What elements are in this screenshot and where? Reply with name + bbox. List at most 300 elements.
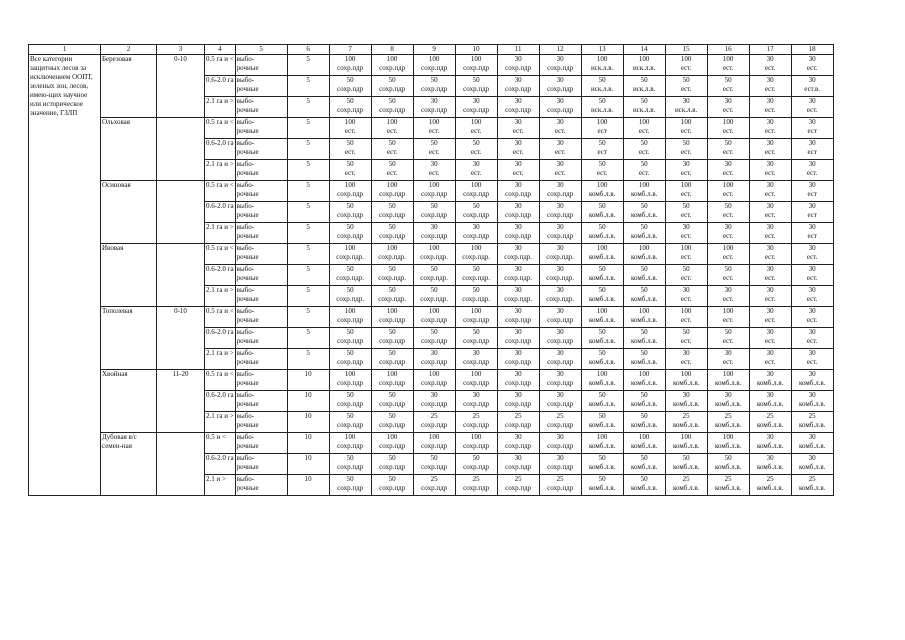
percent-value: 30 — [808, 76, 816, 84]
value-cell — [749, 412, 791, 433]
method-value: ест. — [680, 337, 692, 345]
method-value: сохр.пдр — [463, 337, 490, 345]
cut-type-cell — [235, 412, 287, 433]
value-cell — [665, 349, 707, 370]
value-cell — [539, 391, 581, 412]
percent-value: 30 — [556, 181, 564, 189]
method-value: сохр.пдр — [379, 337, 406, 345]
percent-value: 30 — [514, 391, 522, 399]
percent-value: 50 — [640, 286, 648, 294]
method-value: ест. — [680, 64, 692, 72]
value-cell — [581, 55, 623, 76]
method-value: сохр.пдр — [421, 442, 448, 450]
percent-value: 30 — [766, 97, 774, 105]
percent-value: 30 — [766, 370, 774, 378]
value-cell — [791, 433, 833, 454]
percent-value: 30 — [808, 370, 816, 378]
method-value: сохр.пдр — [337, 85, 364, 93]
percent-value: 25 — [808, 475, 816, 483]
cut-type-cell — [235, 223, 287, 244]
method-value: сохр.пдр. — [420, 295, 449, 303]
cut-type-line: рочные — [236, 127, 259, 135]
method-value: сохр.пдр — [379, 442, 406, 450]
table-row — [29, 433, 834, 454]
percent-value: 30 — [514, 202, 522, 210]
method-value: сохр.пдр — [379, 316, 406, 324]
value-cell — [707, 475, 749, 496]
percent-value: 100 — [638, 55, 650, 63]
value-cell — [455, 55, 497, 76]
percent-value: 50 — [640, 139, 648, 147]
method-value: ест. — [680, 274, 692, 282]
percent-value: 50 — [682, 454, 690, 462]
percent-value: 25 — [724, 475, 732, 483]
method-value: сохр.пдр. — [504, 295, 533, 303]
method-value: сохр.пдр — [505, 421, 532, 429]
cut-type-cell — [235, 370, 287, 391]
method-value: комб.л.в. — [588, 253, 616, 261]
value-cell — [749, 307, 791, 328]
value-cell — [539, 349, 581, 370]
table-row — [29, 307, 834, 328]
method-value: ест — [807, 211, 817, 219]
count-cell: 10 — [287, 391, 329, 412]
value-cell — [665, 160, 707, 181]
category-cell: Все категории защитных лесов за исключением ООПТ, зеленых зон, лесов, имею-щих научное или историческое значение, ГЗЛП — [29, 55, 101, 496]
count-cell: 10 — [287, 454, 329, 475]
method-value: сохр.пдр. — [546, 295, 575, 303]
value-cell — [581, 160, 623, 181]
percent-value: 30 — [766, 181, 774, 189]
value-cell — [791, 76, 833, 97]
cut-type-line: рочные — [236, 358, 259, 366]
percent-value: 50 — [598, 286, 606, 294]
value-cell — [539, 370, 581, 391]
percent-value: 50 — [640, 160, 648, 168]
value-cell — [749, 454, 791, 475]
percent-value: 50 — [724, 265, 732, 273]
area-cell: 0.5 и < — [205, 433, 236, 454]
percent-value: 30 — [766, 118, 774, 126]
method-value: сохр.пдр — [505, 211, 532, 219]
species-cell: Хвойная — [101, 370, 157, 433]
method-value: комб.л.в. — [756, 442, 784, 450]
percent-value: 50 — [430, 328, 438, 336]
percent-value: 100 — [386, 433, 398, 441]
value-cell — [581, 475, 623, 496]
method-value: комб.л.в. — [630, 484, 658, 492]
method-value: сохр.пдр. — [546, 253, 575, 261]
method-value: сохр.пдр. — [462, 295, 491, 303]
value-cell — [581, 370, 623, 391]
percent-value: 30 — [556, 349, 564, 357]
value-cell — [371, 118, 413, 139]
method-value: ест. — [680, 190, 692, 198]
method-value: сохр.пдр — [337, 211, 364, 219]
value-cell — [497, 412, 539, 433]
method-value: ест. — [764, 106, 776, 114]
value-cell — [581, 433, 623, 454]
percent-value: 50 — [346, 349, 354, 357]
value-cell — [539, 433, 581, 454]
value-cell — [623, 97, 665, 118]
value-cell — [413, 181, 455, 202]
value-cell — [581, 265, 623, 286]
value-cell — [455, 328, 497, 349]
column-number-cell: 7 — [329, 45, 371, 55]
value-cell — [581, 244, 623, 265]
method-value: сохр.пдр. — [420, 274, 449, 282]
percent-value: 100 — [638, 433, 650, 441]
percent-value: 30 — [472, 223, 480, 231]
percent-value: 30 — [682, 223, 690, 231]
method-value: комб.л.в. — [798, 442, 826, 450]
value-cell — [413, 412, 455, 433]
column-number-cell: 12 — [539, 45, 581, 55]
value-cell — [539, 328, 581, 349]
value-cell — [329, 475, 371, 496]
cut-type-line: рочные — [236, 379, 259, 387]
method-value: сохр.пдр — [463, 106, 490, 114]
percent-value: 50 — [346, 328, 354, 336]
percent-value: 50 — [724, 139, 732, 147]
percent-value: 25 — [430, 475, 438, 483]
cut-type-cell — [235, 328, 287, 349]
percent-value: 25 — [472, 475, 480, 483]
table-row — [29, 118, 834, 139]
percent-value: 30 — [808, 244, 816, 252]
value-cell — [371, 328, 413, 349]
percent-value: 100 — [470, 433, 482, 441]
value-cell — [371, 286, 413, 307]
value-cell — [329, 265, 371, 286]
percent-value: 50 — [346, 139, 354, 147]
value-cell — [707, 412, 749, 433]
percent-value: 25 — [556, 475, 564, 483]
percent-value: 30 — [556, 370, 564, 378]
method-value: иск.л.в. — [633, 106, 656, 114]
percent-value: 25 — [514, 475, 522, 483]
value-cell — [749, 202, 791, 223]
method-value: комб.л.в. — [588, 400, 616, 408]
percent-value: 30 — [556, 55, 564, 63]
percent-value: 50 — [472, 139, 480, 147]
method-value: сохр.пдр. — [378, 253, 407, 261]
value-cell — [749, 118, 791, 139]
value-cell — [791, 139, 833, 160]
value-cell — [371, 370, 413, 391]
value-cell — [623, 370, 665, 391]
method-value: сохр.пдр. — [336, 295, 365, 303]
cut-type-line: выбо- — [236, 244, 255, 252]
method-value: ест. — [722, 253, 734, 261]
method-value: ест. — [722, 127, 734, 135]
value-cell — [791, 55, 833, 76]
method-value: сохр.пдр — [547, 400, 574, 408]
percent-value: 100 — [596, 244, 608, 252]
value-cell — [329, 349, 371, 370]
percent-value: 50 — [640, 97, 648, 105]
percent-value: 30 — [808, 118, 816, 126]
method-value: ест. — [344, 127, 356, 135]
value-cell — [749, 391, 791, 412]
percent-value: 50 — [346, 76, 354, 84]
value-cell — [749, 265, 791, 286]
method-value: комб.л.в. — [588, 358, 616, 366]
value-cell — [665, 118, 707, 139]
value-cell — [371, 97, 413, 118]
method-value: ест — [807, 232, 817, 240]
percent-value: 100 — [428, 181, 440, 189]
value-cell — [749, 475, 791, 496]
value-cell — [791, 181, 833, 202]
method-value: сохр.пдр — [379, 64, 406, 72]
method-value: ест — [807, 148, 817, 156]
value-cell — [791, 118, 833, 139]
method-value: сохр.пдр — [463, 379, 490, 387]
value-cell — [539, 454, 581, 475]
species-cell: Березовая — [101, 55, 157, 118]
value-cell — [665, 433, 707, 454]
cut-type-cell — [235, 118, 287, 139]
method-value: иск.л.в. — [591, 64, 614, 72]
table-row — [29, 244, 834, 265]
method-value: сохр.пдр. — [336, 253, 365, 261]
percent-value: 30 — [766, 391, 774, 399]
species-cell: Осиновая — [101, 181, 157, 244]
percent-value: 50 — [682, 328, 690, 336]
method-value: ест. — [806, 169, 818, 177]
cut-type-line: выбо- — [236, 160, 255, 168]
value-cell — [581, 286, 623, 307]
percent-value: 50 — [472, 328, 480, 336]
value-cell — [329, 391, 371, 412]
percent-value: 50 — [598, 349, 606, 357]
percent-value: 30 — [514, 97, 522, 105]
value-cell — [791, 202, 833, 223]
method-value: ест. — [680, 358, 692, 366]
value-cell — [497, 118, 539, 139]
method-value: иск.л.в. — [633, 64, 656, 72]
value-cell — [329, 370, 371, 391]
value-cell — [623, 76, 665, 97]
cut-type-cell — [235, 244, 287, 265]
percent-value: 50 — [346, 475, 354, 483]
method-value: сохр.пдр — [505, 337, 532, 345]
percent-value: 50 — [472, 286, 480, 294]
percent-value: 50 — [640, 265, 648, 273]
value-cell — [707, 76, 749, 97]
percent-value: 100 — [386, 307, 398, 315]
percent-value: 50 — [346, 160, 354, 168]
percent-value: 100 — [386, 244, 398, 252]
percent-value: 30 — [808, 433, 816, 441]
value-cell — [497, 391, 539, 412]
percent-value: 50 — [388, 139, 396, 147]
percent-value: 30 — [514, 286, 522, 294]
value-cell — [749, 139, 791, 160]
percent-value: 50 — [682, 76, 690, 84]
value-cell — [455, 265, 497, 286]
value-cell — [371, 412, 413, 433]
method-value: ест. — [806, 253, 818, 261]
forest-regeneration-table — [28, 44, 834, 496]
cut-type-line: рочные — [236, 253, 259, 261]
cut-type-line: выбо- — [236, 97, 255, 105]
percent-value: 25 — [682, 475, 690, 483]
cut-type-line: выбо- — [236, 454, 255, 462]
table-row — [29, 55, 834, 76]
method-value: ест. — [470, 148, 482, 156]
method-value: ест. — [764, 274, 776, 282]
percent-value: 100 — [428, 118, 440, 126]
value-cell — [581, 97, 623, 118]
method-value: сохр.пдр — [421, 337, 448, 345]
method-value: ест. — [806, 358, 818, 366]
area-cell: 2.1 и > — [205, 475, 236, 496]
value-cell — [623, 286, 665, 307]
column-number-cell: 4 — [205, 45, 236, 55]
method-value: ест. — [764, 127, 776, 135]
cut-type-line: выбо- — [236, 202, 255, 210]
percent-value: 100 — [428, 55, 440, 63]
percent-value: 100 — [344, 118, 356, 126]
value-cell — [707, 97, 749, 118]
value-cell — [581, 454, 623, 475]
value-cell — [749, 328, 791, 349]
percent-value: 50 — [640, 475, 648, 483]
percent-value: 100 — [680, 244, 692, 252]
value-cell — [707, 160, 749, 181]
percent-value: 100 — [722, 433, 734, 441]
method-value: ест. — [428, 127, 440, 135]
percent-value: 100 — [344, 307, 356, 315]
value-cell — [749, 433, 791, 454]
area-cell: 0.6-2.0 га — [205, 265, 236, 286]
value-cell — [413, 265, 455, 286]
area-cell: 0.6-2.0 га — [205, 139, 236, 160]
cut-type-cell — [235, 454, 287, 475]
value-cell — [455, 307, 497, 328]
method-value: ест. — [554, 127, 566, 135]
value-cell — [413, 76, 455, 97]
method-value: ест. — [764, 316, 776, 324]
value-cell — [623, 454, 665, 475]
value-cell — [539, 286, 581, 307]
percent-value: 100 — [722, 118, 734, 126]
value-cell — [371, 139, 413, 160]
value-cell — [581, 202, 623, 223]
method-value: ест. — [722, 295, 734, 303]
percent-value: 30 — [472, 160, 480, 168]
count-cell: 10 — [287, 475, 329, 496]
value-cell — [329, 244, 371, 265]
value-cell — [749, 370, 791, 391]
value-cell — [623, 265, 665, 286]
method-value: ест. — [680, 253, 692, 261]
cut-type-cell — [235, 160, 287, 181]
value-cell — [413, 202, 455, 223]
method-value: ест. — [680, 127, 692, 135]
value-cell — [329, 139, 371, 160]
method-value: комб.л.в. — [714, 442, 742, 450]
percent-value: 50 — [346, 454, 354, 462]
value-cell — [329, 307, 371, 328]
percent-value: 100 — [680, 370, 692, 378]
cut-type-line: выбо- — [236, 286, 255, 294]
percent-value: 30 — [514, 349, 522, 357]
age-cell: 0-10 — [157, 307, 205, 370]
value-cell — [707, 370, 749, 391]
value-cell — [413, 370, 455, 391]
percent-value: 50 — [598, 202, 606, 210]
value-cell — [539, 475, 581, 496]
method-value: сохр.пдр. — [378, 274, 407, 282]
percent-value: 50 — [640, 76, 648, 84]
count-cell: 5 — [287, 76, 329, 97]
value-cell — [539, 139, 581, 160]
method-value: сохр.пдр. — [462, 253, 491, 261]
value-cell — [539, 97, 581, 118]
value-cell — [497, 307, 539, 328]
percent-value: 50 — [346, 286, 354, 294]
column-number-cell: 8 — [371, 45, 413, 55]
method-value: комб.л.в. — [756, 400, 784, 408]
percent-value: 30 — [724, 160, 732, 168]
method-value: комб.л.в. — [756, 421, 784, 429]
percent-value: 100 — [596, 118, 608, 126]
percent-value: 100 — [470, 118, 482, 126]
percent-value: 50 — [388, 97, 396, 105]
value-cell — [413, 454, 455, 475]
value-cell — [371, 349, 413, 370]
value-cell — [749, 286, 791, 307]
method-value: комб.л.в. — [588, 421, 616, 429]
value-cell — [707, 307, 749, 328]
value-cell — [665, 55, 707, 76]
percent-value: 50 — [346, 412, 354, 420]
value-cell — [329, 223, 371, 244]
value-cell — [497, 433, 539, 454]
cut-type-line: рочные — [236, 400, 259, 408]
method-value: сохр.пдр — [463, 85, 490, 93]
percent-value: 30 — [514, 76, 522, 84]
area-cell: 0.6-2.0 га — [205, 391, 236, 412]
method-value: комб.л.в. — [798, 463, 826, 471]
method-value: сохр.пдр — [337, 337, 364, 345]
value-cell — [707, 139, 749, 160]
area-cell: 2.1 га и > — [205, 349, 236, 370]
count-cell: 5 — [287, 202, 329, 223]
value-cell — [413, 160, 455, 181]
method-value: сохр.пдр — [337, 442, 364, 450]
value-cell — [413, 244, 455, 265]
value-cell — [665, 223, 707, 244]
value-cell — [791, 223, 833, 244]
method-value: сохр.пдр — [547, 421, 574, 429]
cut-type-line: выбо- — [236, 265, 255, 273]
value-cell — [329, 328, 371, 349]
percent-value: 50 — [640, 391, 648, 399]
column-number-cell: 2 — [101, 45, 157, 55]
percent-value: 30 — [514, 454, 522, 462]
column-number-cell: 5 — [235, 45, 287, 55]
cut-type-line: рочные — [236, 169, 259, 177]
value-cell — [539, 307, 581, 328]
method-value: ест. — [764, 358, 776, 366]
method-value: комб.л.в. — [630, 337, 658, 345]
value-cell — [455, 76, 497, 97]
